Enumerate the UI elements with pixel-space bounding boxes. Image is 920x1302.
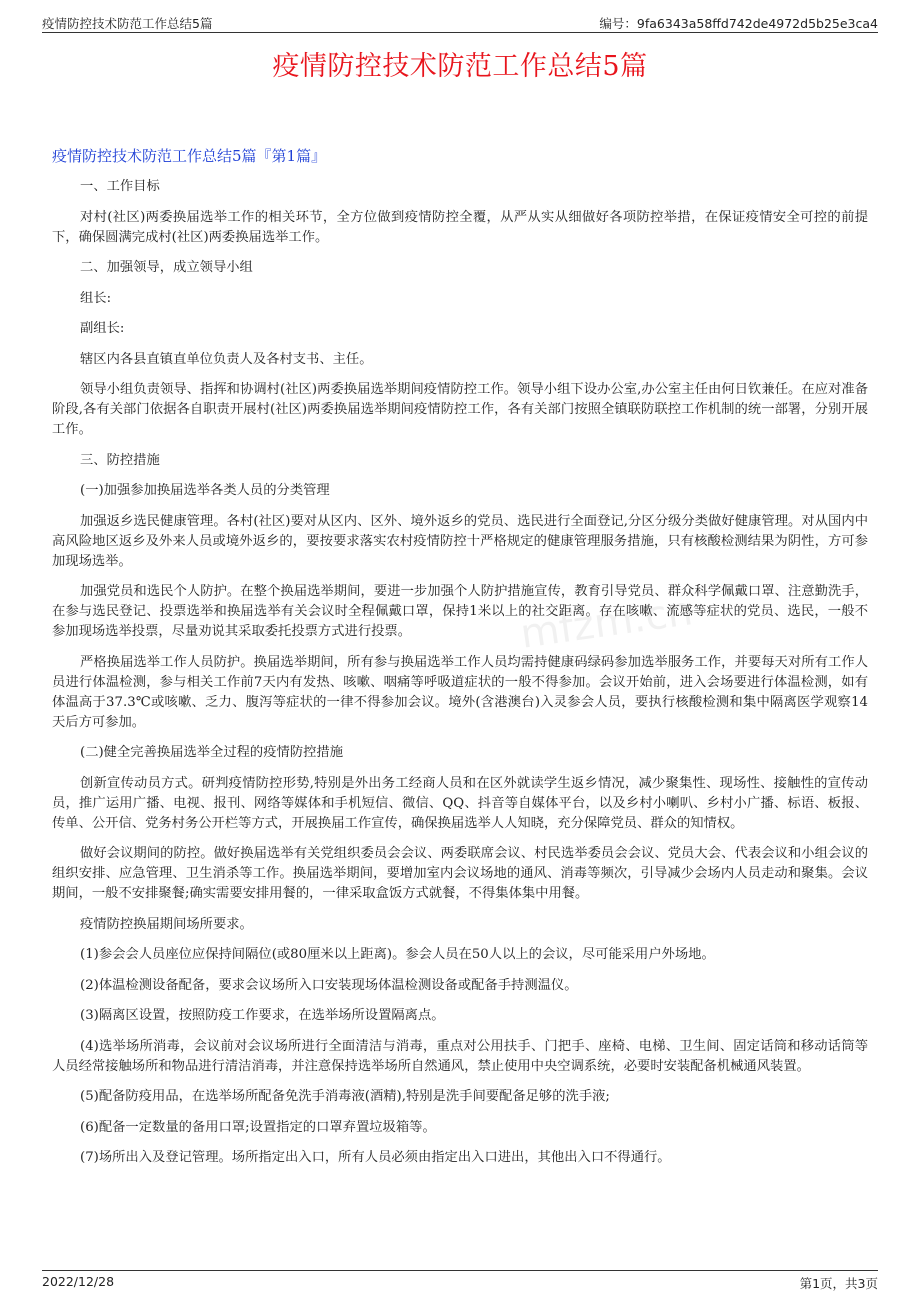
- paragraph: 组长:: [80, 290, 112, 306]
- page-header: [42, 10, 878, 33]
- paragraph: 三、防控措施: [80, 452, 160, 468]
- page-footer: [42, 1270, 878, 1295]
- document-title: 疫情防控技术防范工作总结5篇: [272, 51, 648, 82]
- paragraph: (一)加强参加换届选举各类人员的分类管理: [80, 483, 330, 498]
- paragraph: 创新宣传动员方式。研判疫情防控形势,特别是外出务工经商人员和在区外就读学生返乡情况，减少聚集性、现场性、接触性的宣传动员，推广运用广播、电视、报刊、网络等媒体和手机短信、微信、QQ、抖音等自媒体平台，以及乡村小喇叭、乡村小广播、标语、板报、传单、公开信、党务村务公开栏等方式，开展换届工作宣传，确保换届选举人人知晓，充分保障党员、群众的知情权。: [52, 775, 868, 831]
- paragraph: (二)健全完善换届选举全过程的疫情防控措施: [80, 745, 344, 760]
- paragraph: 加强党员和选民个人防护。在整个换届选举期间，要进一步加强个人防护措施宣传，教育引导党员、群众科学佩戴口罩、注意勤洗手，在参与选民登记、投票选举和换届选举有关会议时全程佩戴口罩，保持1米以上的社交距离。存在咳嗽、流感等症状的党员、选民，一般不参加现场选举投票，尽量劝说其采取委托投票方式进行投票。: [52, 584, 868, 639]
- paragraph: (1)参会会人员座位应保持间隔位(或80厘米以上距离)。参会人员在50人以上的会议，尽可能采用户外场地。: [80, 947, 715, 962]
- paragraph: 领导小组负责领导、指挥和协调村(社区)两委换届选举期间疫情防控工作。领导小组下设办公室,办公室主任由何日钦兼任。在应对准备阶段,各有关部门依据各自职责开展村(社区)两委换届选举期间疫情防控工作，各有关部门按照全镇联防联控工作机制的统一部署，分别开展工作。: [52, 382, 868, 437]
- paragraph: (4)选举场所消毒，会议前对会议场所进行全面清洁与消毒，重点对公用扶手、门把手、座椅、电梯、卫生间、固定话筒和移动话筒等人员经常接触场所和物品进行清洁消毒，并注意保持选举场所自然通风，禁止使用中央空调系统，必要时安装配备机械通风装置。: [52, 1038, 868, 1074]
- paragraph: (6)配备一定数量的备用口罩;设置指定的口罩弃置垃圾箱等。: [80, 1119, 436, 1135]
- paragraph: (3)隔离区设置，按照防疫工作要求，在选举场所设置隔离点。: [80, 1008, 445, 1023]
- paragraph: (5)配备防疫用品，在选举场所配备免洗手消毒液(酒精),特别是洗手间要配备足够的洗手液;: [80, 1089, 610, 1104]
- footer-page-number: 第1页，共3页: [799, 1276, 878, 1291]
- section-title: 疫情防控技术防范工作总结5篇『第1篇』: [52, 147, 327, 165]
- paragraph: (7)场所出入及登记管理。场所指定出入口，所有人员必须由指定出入口进出，其他出入口不得通行。: [80, 1150, 671, 1165]
- paragraph: 做好会议期间的防控。做好换届选举有关党组织委员会会议、两委联席会议、村民选举委员会会议、党员大会、代表会议和小组会议的组织安排、应急管理、卫生消杀等工作。换届选举期间，要增加室内会议场地的通风、消毒等频次，引导减少会场内人员走动和聚集。会议期间，一般不安排聚餐;确实需要安排用餐的，一律采取盒饭方式就餐，不得集体集中用餐。: [52, 846, 868, 901]
- document-body: [52, 177, 868, 1179]
- paragraph: (2)体温检测设备配备，要求会议场所入口安装现场体温检测设备或配备手持测温仪。: [80, 977, 578, 993]
- paragraph: 辖区内各县直镇直单位负责人及各村支书、主任。: [80, 351, 373, 367]
- paragraph: 副组长:: [80, 321, 125, 336]
- paragraph: 二、加强领导，成立领导小组: [80, 260, 253, 275]
- paragraph: 加强返乡选民健康管理。各村(社区)要对从区内、区外、境外返乡的党员、选民进行全面登记,分区分级分类做好健康管理。对从国内中高风险地区返乡及外来人员或境外返乡的，要按要求落实农村疫情防控十严格规定的健康管理服务措施，只有核酸检测结果为阴性，方可参加现场选举。: [52, 513, 868, 569]
- header-doc-title: 疫情防控技术防范工作总结5篇: [42, 16, 213, 31]
- paragraph: 对村(社区)两委换届选举工作的相关环节，全方位做到疫情防控全覆，从严从实从细做好各项防控举措，在保证疫情安全可控的前提下，确保圆满完成村(社区)两委换届选举工作。: [52, 209, 868, 245]
- watermark: mfzm.cn: [517, 588, 696, 658]
- paragraph: 严格换届选举工作人员防护。换届选举期间，所有参与换届选举工作人员均需持健康码绿码参加选举服务工作，并要每天对所有工作人员进行体温检测，参与相关工作前7天内有发热、咳嗽、咽痛等呼吸道症状的一般不得参加。会议开始前，进入会场要进行体温检测，如有体温高于37.3℃或咳嗽、乏力、腹泻等症状的一律不得参加会议。境外(含港澳台)入灵参会人员，要执行核酸检测和集中隔离医学观察14天后方可参加。: [52, 654, 868, 730]
- header-doc-number: 编号：9fa6343a58ffd742de4972d5b25e3ca4: [599, 16, 878, 31]
- footer-date: 2022/12/28: [42, 1274, 115, 1289]
- paragraph: 一、工作目标: [80, 179, 160, 194]
- paragraph: 疫情防控换届期间场所要求。: [80, 916, 253, 932]
